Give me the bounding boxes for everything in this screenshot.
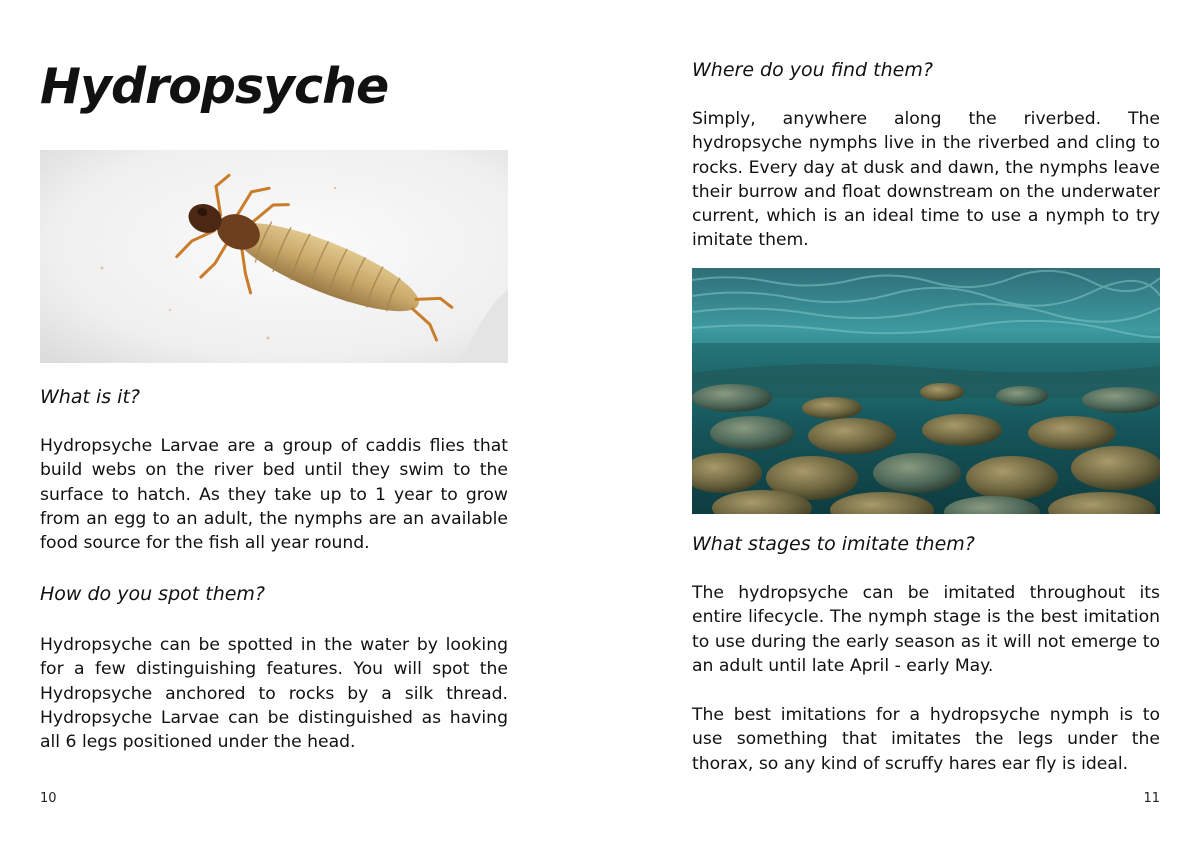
section-body-best-imitations: The best imitations for a hydropsyche nymph is to use something that imitates the legs under the thorax, so any kind of scruffy hares ear fly is ideal.: [692, 705, 1160, 774]
section-body-where-to-find: Simply, anywhere along the riverbed. The hydropsyche nymphs live in the riverbed and cling to rocks. Every day at dusk and dawn, the nymphs leave their burrow and float downstream on the underwater current, which is an ideal time to use a nymph to try imitate them.: [692, 109, 1160, 251]
section-heading-how-to-spot: How do you spot them?: [40, 583, 266, 605]
caddis-larva-photo: [40, 150, 508, 363]
section-heading-stages: What stages to imitate them?: [692, 533, 975, 555]
section-body-what-is-it: Hydropsyche Larvae are a group of caddis flies that build webs on the river bed until they swim to the surface to hatch. As they take up to 1 year to grow from an egg to an adult, the nymphs are an available food source for the fish all year round.: [40, 436, 508, 554]
section-heading-what-is-it: What is it?: [40, 386, 140, 408]
page-number-right: 11: [1143, 791, 1160, 806]
underwater-riverbed-photo: [692, 268, 1160, 514]
section-body-stages: The hydropsyche can be imitated throughout its entire lifecycle. The nymph stage is the best imitation to use during the early season as it will not emerge to an adult until late April - early May.: [692, 583, 1160, 676]
page-number-left: 10: [40, 791, 57, 806]
section-heading-where-to-find: Where do you find them?: [692, 59, 933, 81]
page-title: Hydropsyche: [40, 58, 389, 115]
right-page: [600, 0, 1200, 846]
section-body-how-to-spot: Hydropsyche can be spotted in the water by looking for a few distinguishing features. You will spot the Hydropsyche anchored to rocks by a silk thread. Hydropsyche Larvae can be distinguished as having all 6 legs positioned under the head.: [40, 635, 508, 753]
